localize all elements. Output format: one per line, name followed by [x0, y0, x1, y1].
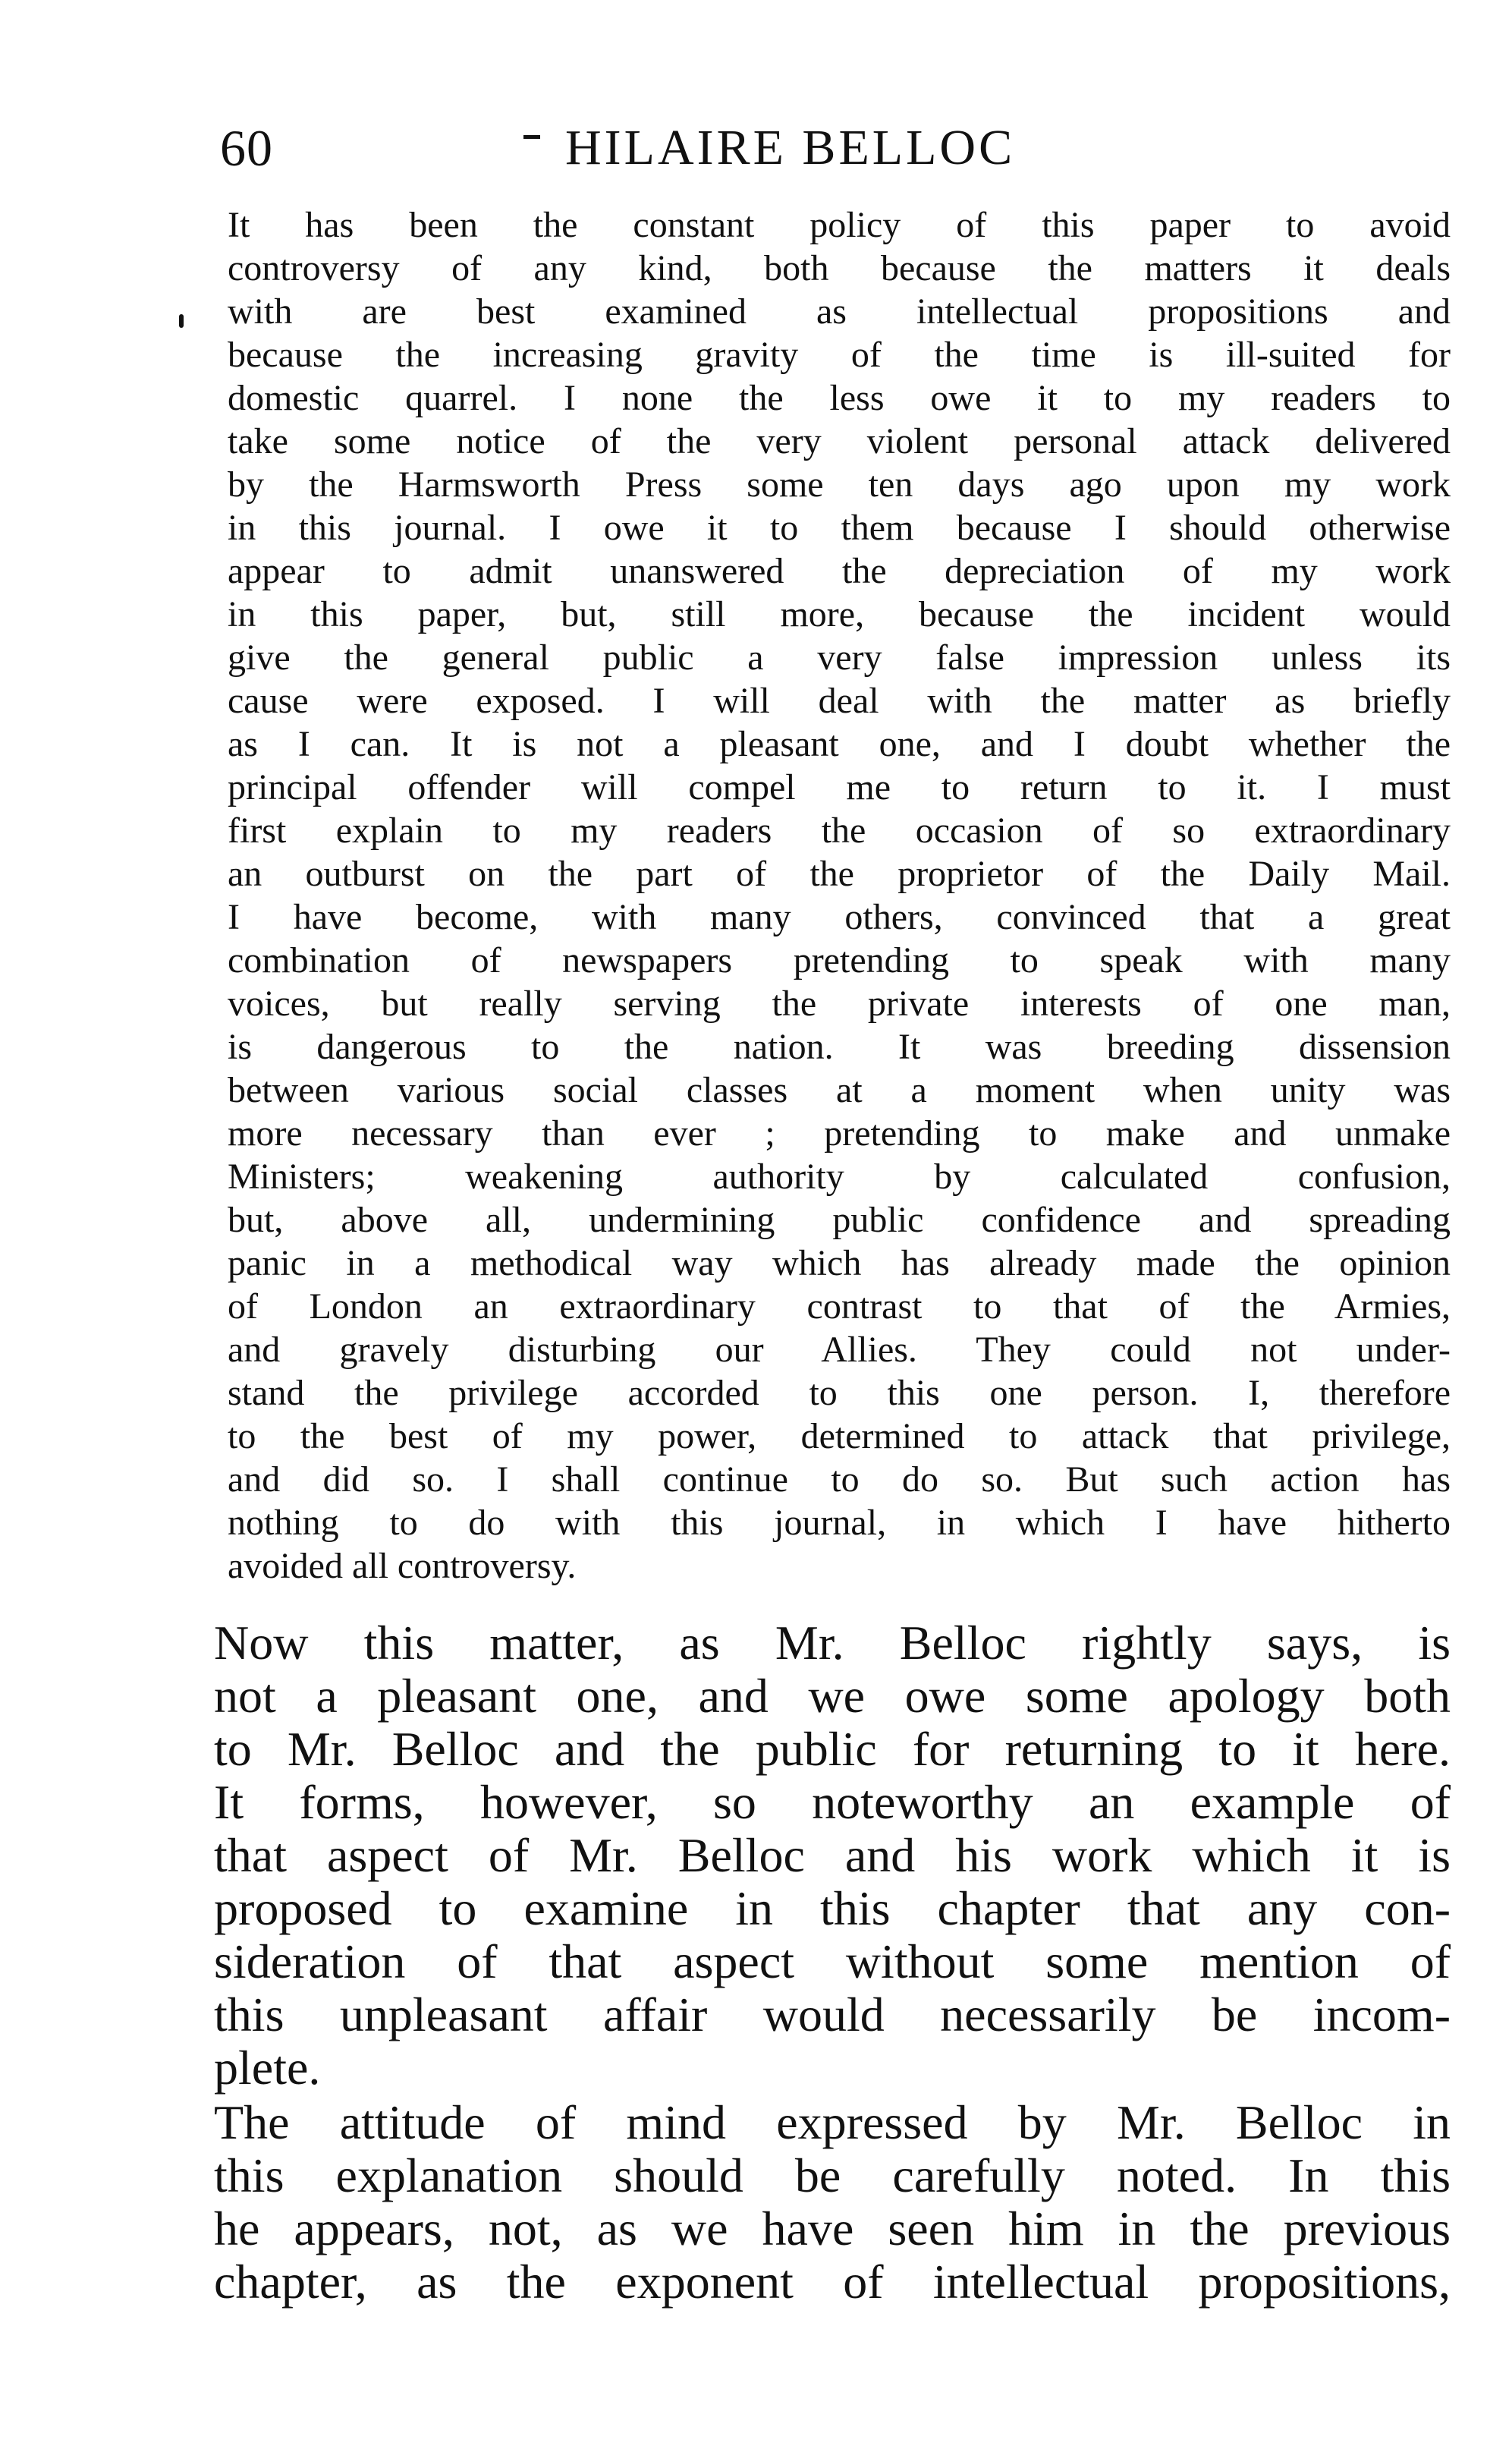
page-header — [220, 114, 1404, 182]
running-head: HILAIRE BELLOC — [565, 120, 1016, 175]
quote-line: controversy of any kind, both because the matters it deals — [228, 248, 1451, 288]
quote-line: combination of newspapers pretending to speak with many — [228, 940, 1451, 980]
body-line: proposed to examine in this chapter that any con- — [214, 1881, 1451, 1935]
body-line: sideration of that aspect without some mention of — [214, 1934, 1451, 1988]
quote-line: principal offender will compel me to return to it. I must — [228, 767, 1451, 807]
paragraph — [214, 2096, 1451, 2309]
body-line: that aspect of Mr. Belloc and his work which it is — [214, 1828, 1451, 1882]
quote-line: give the general public a very false impression unless its — [228, 637, 1451, 678]
quote-line: and did so. I shall continue to do so. But such action has — [228, 1459, 1451, 1500]
quote-line: is dangerous to the nation. It was breeding dissension — [228, 1027, 1451, 1067]
quote-line: and gravely disturbing our Allies. They could not under- — [228, 1330, 1451, 1370]
body-line: It forms, however, so noteworthy an example of — [214, 1775, 1451, 1829]
body-line: chapter, as the exponent of intellectual propositions, — [214, 2255, 1451, 2309]
quoted-passage — [228, 203, 1451, 1588]
quote-line: between various social classes at a moment when unity was — [228, 1070, 1451, 1110]
quote-line: an outburst on the part of the proprietor of the Daily Mail. — [228, 854, 1451, 894]
page-number: 60 — [220, 119, 273, 177]
quote-line: to the best of my power, determined to attack that privilege, — [228, 1416, 1451, 1456]
body-line: he appears, not, as we have seen him in the previous — [214, 2202, 1451, 2255]
body-line: plete. — [214, 2041, 321, 2095]
quote-line: stand the privilege accorded to this one person. I, therefore — [228, 1373, 1451, 1413]
quote-line: I have become, with many others, convinced that a great — [228, 897, 1451, 937]
quote-line: by the Harmsworth Press some ten days ago upon my work — [228, 464, 1451, 505]
body-line: this explanation should be carefully noted. In this — [214, 2148, 1451, 2202]
body-line: The attitude of mind expressed by Mr. Belloc in — [214, 2095, 1451, 2149]
quote-line: It has been the constant policy of this paper to avoid — [228, 205, 1451, 245]
quote-line: avoided all controversy. — [228, 1546, 577, 1586]
quote-line: nothing to do with this journal, in which I have hitherto — [228, 1503, 1451, 1543]
margin-ink-mark — [179, 314, 184, 328]
quote-line: as I can. It is not a pleasant one, and I doubt whether the — [228, 724, 1451, 764]
quote-line: but, above all, undermining public confidence and spreading — [228, 1200, 1451, 1240]
quote-line: appear to admit unanswered the depreciation of my work — [228, 551, 1451, 591]
body-line: not a pleasant one, and we owe some apology both — [214, 1669, 1451, 1723]
quote-line: with are best examined as intellectual propositions and — [228, 291, 1451, 332]
body-text — [214, 1616, 1451, 2309]
quote-line: first explain to my readers the occasion of so extraordinary — [228, 811, 1451, 851]
body-line: Now this matter, as Mr. Belloc rightly says, is — [214, 1616, 1451, 1670]
ink-mark — [523, 135, 540, 139]
quote-line: panic in a methodical way which has already made the opinion — [228, 1243, 1451, 1283]
body-line: to Mr. Belloc and the public for returning to it here. — [214, 1722, 1451, 1776]
quote-line: in this paper, but, still more, because the incident would — [228, 594, 1451, 634]
quote-line: domestic quarrel. I none the less owe it to my readers to — [228, 378, 1451, 418]
quote-line: take some notice of the very violent personal attack delivered — [228, 421, 1451, 461]
paragraph — [214, 1616, 1451, 2095]
quote-line: cause were exposed. I will deal with the matter as briefly — [228, 681, 1451, 721]
quote-line: voices, but really serving the private interests of one man, — [228, 984, 1451, 1024]
quote-line: in this journal. I owe it to them because I should otherwise — [228, 508, 1451, 548]
quote-line: of London an extraordinary contrast to that of the Armies, — [228, 1286, 1451, 1327]
quote-line: Ministers; weakening authority by calculated confusion, — [228, 1157, 1451, 1197]
quote-line: because the increasing gravity of the time is ill-suited for — [228, 335, 1451, 375]
quote-line: more necessary than ever ; pretending to make and unmake — [228, 1113, 1451, 1154]
body-line: this unpleasant affair would necessarily be incom- — [214, 1988, 1451, 2041]
